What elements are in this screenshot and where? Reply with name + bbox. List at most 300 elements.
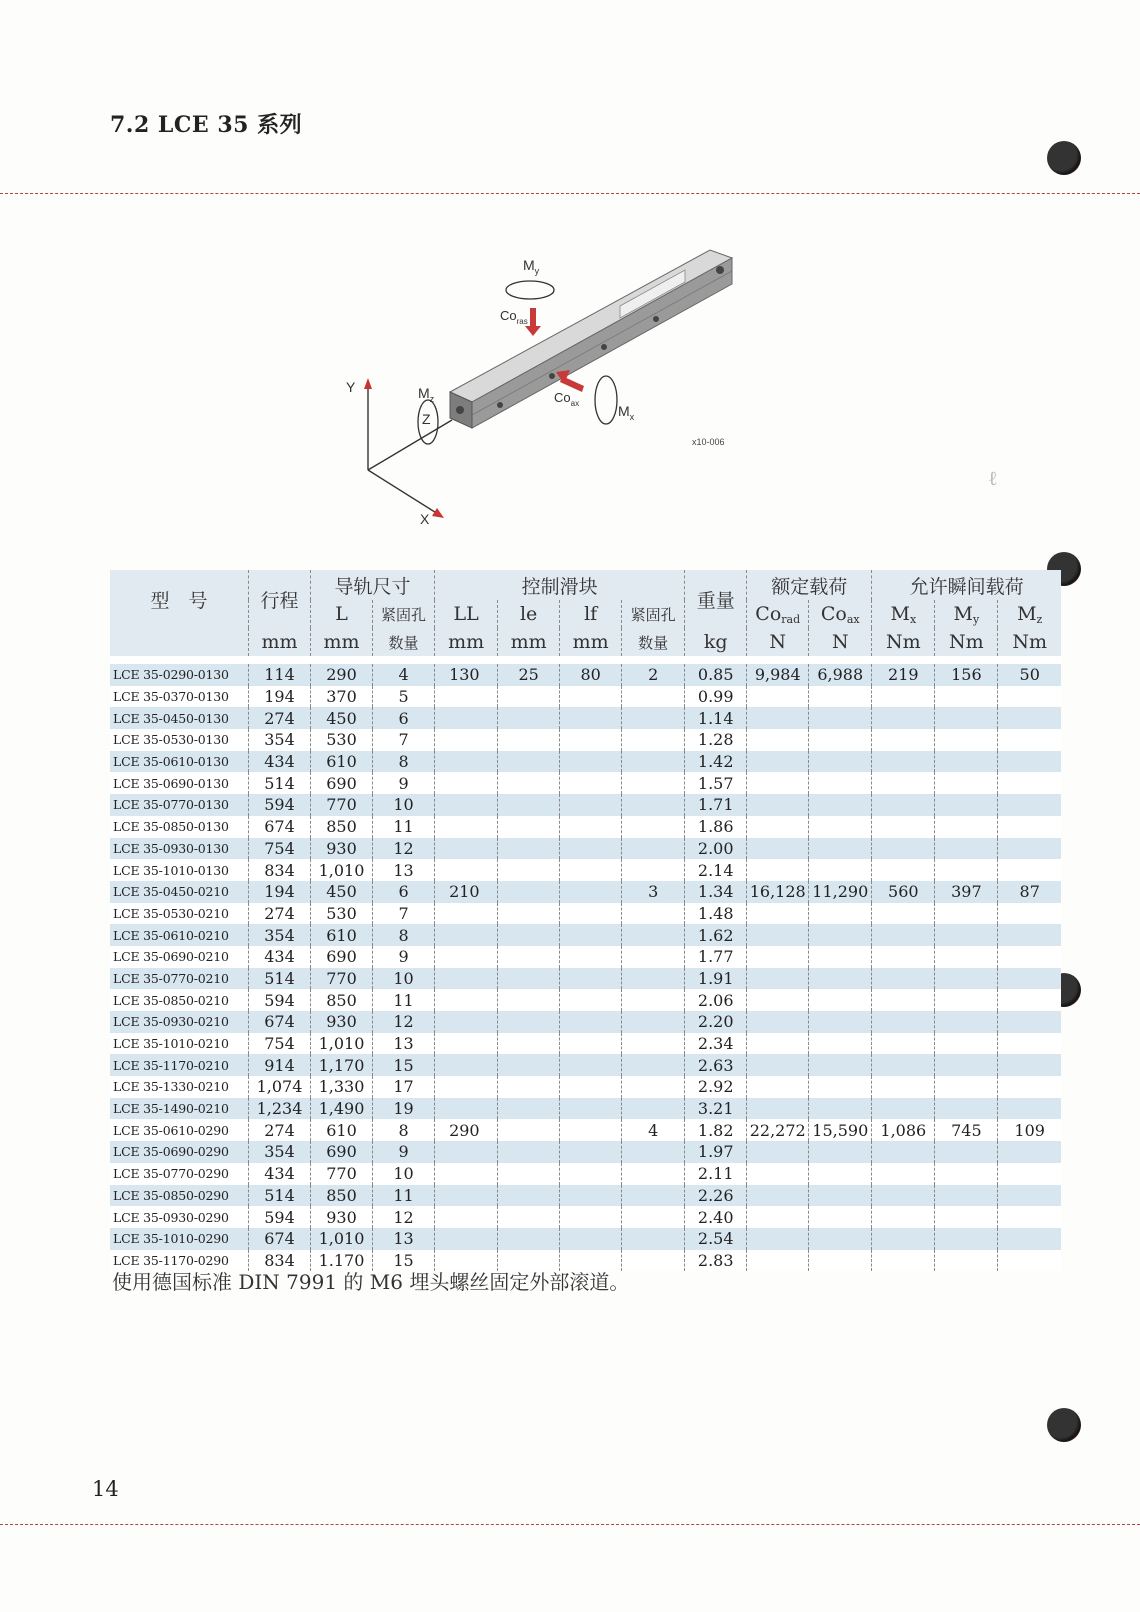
- value-cell: [935, 1033, 998, 1055]
- value-cell: [498, 924, 560, 946]
- value-cell: [435, 1076, 498, 1098]
- value-cell: [872, 816, 935, 838]
- value-cell: [998, 1054, 1061, 1076]
- value-cell: [498, 1098, 560, 1120]
- value-cell: 2.11: [685, 1163, 747, 1185]
- value-cell: [435, 1185, 498, 1207]
- value-cell: [498, 1228, 560, 1250]
- value-cell: [622, 707, 685, 729]
- table-row: [110, 729, 1061, 751]
- model-cell: LCE 35-0610-0130: [110, 751, 249, 773]
- my-rotation-icon: [506, 281, 554, 299]
- value-cell: [560, 989, 622, 1011]
- value-cell: [560, 772, 622, 794]
- value-cell: [622, 946, 685, 968]
- table-row: [110, 1163, 1061, 1185]
- value-cell: [747, 968, 809, 990]
- header-le: le: [498, 600, 560, 628]
- header-my: $M_y$: [935, 600, 998, 628]
- value-cell: [935, 924, 998, 946]
- figure-code: x10-006: [692, 437, 725, 447]
- value-cell: [498, 751, 560, 773]
- axis-lines: [368, 388, 452, 514]
- value-cell: 754: [249, 838, 311, 860]
- value-cell: [560, 1076, 622, 1098]
- value-cell: [809, 816, 872, 838]
- value-cell: [747, 989, 809, 1011]
- value-cell: [872, 903, 935, 925]
- table-row: [110, 968, 1061, 990]
- value-cell: 0.85: [685, 664, 747, 686]
- value-cell: [435, 772, 498, 794]
- value-cell: [435, 1141, 498, 1163]
- table-row: [110, 772, 1061, 794]
- value-cell: 274: [249, 903, 311, 925]
- value-cell: [498, 686, 560, 708]
- value-cell: 9: [373, 1141, 435, 1163]
- value-cell: 2.54: [685, 1228, 747, 1250]
- value-cell: 514: [249, 772, 311, 794]
- header-coax: $Co_{ax}$: [809, 600, 872, 628]
- value-cell: [435, 794, 498, 816]
- unit-my: Nm: [935, 628, 998, 656]
- value-cell: 514: [249, 1185, 311, 1207]
- z-axis-label: Z: [422, 411, 431, 427]
- table-row: [110, 686, 1061, 708]
- model-cell: LCE 35-0290-0130: [110, 664, 249, 686]
- value-cell: [935, 1250, 998, 1272]
- model-cell: LCE 35-0370-0130: [110, 686, 249, 708]
- value-cell: [435, 1163, 498, 1185]
- value-cell: 530: [311, 729, 373, 751]
- value-cell: 834: [249, 859, 311, 881]
- value-cell: 1.62: [685, 924, 747, 946]
- value-cell: 690: [311, 1141, 373, 1163]
- value-cell: 610: [311, 924, 373, 946]
- value-cell: 7: [373, 903, 435, 925]
- value-cell: [747, 946, 809, 968]
- header-slider: 控制滑块: [435, 570, 685, 600]
- table-row: [110, 1011, 1061, 1033]
- value-cell: [435, 686, 498, 708]
- value-cell: [622, 968, 685, 990]
- page-number: 14: [92, 1477, 119, 1501]
- value-cell: 1,010: [311, 1228, 373, 1250]
- value-cell: [935, 707, 998, 729]
- unit-stroke: mm: [249, 628, 311, 656]
- value-cell: [998, 1076, 1061, 1098]
- value-cell: [998, 1011, 1061, 1033]
- value-cell: [622, 772, 685, 794]
- value-cell: [747, 707, 809, 729]
- value-cell: 8: [373, 1119, 435, 1141]
- model-cell: LCE 35-0610-0290: [110, 1119, 249, 1141]
- value-cell: 9: [373, 772, 435, 794]
- value-cell: [998, 1163, 1061, 1185]
- value-cell: [872, 1228, 935, 1250]
- value-cell: 87: [998, 881, 1061, 903]
- value-cell: 1,086: [872, 1119, 935, 1141]
- value-cell: 674: [249, 1011, 311, 1033]
- value-cell: [872, 1163, 935, 1185]
- value-cell: 930: [311, 838, 373, 860]
- value-cell: [998, 794, 1061, 816]
- table-row: [110, 859, 1061, 881]
- model-cell: LCE 35-0770-0130: [110, 794, 249, 816]
- value-cell: [998, 1185, 1061, 1207]
- co-ras-label: $Co_{ras}$: [500, 308, 528, 326]
- value-cell: [747, 751, 809, 773]
- value-cell: [560, 924, 622, 946]
- value-cell: [872, 924, 935, 946]
- value-cell: [809, 1054, 872, 1076]
- value-cell: [935, 1141, 998, 1163]
- value-cell: 2: [622, 664, 685, 686]
- unit-corad: N: [747, 628, 809, 656]
- value-cell: [622, 686, 685, 708]
- value-cell: [435, 924, 498, 946]
- value-cell: [872, 989, 935, 1011]
- table-row: [110, 838, 1061, 860]
- co-ax-label: $Co_{ax}$: [554, 390, 580, 408]
- value-cell: [747, 1185, 809, 1207]
- value-cell: 834: [249, 1250, 311, 1272]
- value-cell: 690: [311, 946, 373, 968]
- value-cell: [998, 968, 1061, 990]
- value-cell: [622, 903, 685, 925]
- value-cell: [935, 1228, 998, 1250]
- value-cell: 7: [373, 729, 435, 751]
- value-cell: [872, 1250, 935, 1272]
- value-cell: [809, 989, 872, 1011]
- value-cell: [435, 838, 498, 860]
- value-cell: [809, 794, 872, 816]
- value-cell: [809, 1141, 872, 1163]
- value-cell: 434: [249, 946, 311, 968]
- value-cell: [809, 968, 872, 990]
- value-cell: [498, 946, 560, 968]
- model-cell: LCE 35-0450-0210: [110, 881, 249, 903]
- value-cell: [935, 1163, 998, 1185]
- model-cell: LCE 35-0690-0130: [110, 772, 249, 794]
- table-row: [110, 1119, 1061, 1141]
- model-cell: LCE 35-1490-0210: [110, 1098, 249, 1120]
- value-cell: 434: [249, 1163, 311, 1185]
- model-cell: LCE 35-1330-0210: [110, 1076, 249, 1098]
- value-cell: [435, 946, 498, 968]
- unit-mz: Nm: [998, 628, 1061, 656]
- table-row: [110, 1054, 1061, 1076]
- value-cell: 530: [311, 903, 373, 925]
- value-cell: 19: [373, 1098, 435, 1120]
- value-cell: 370: [311, 686, 373, 708]
- value-cell: 1.34: [685, 881, 747, 903]
- value-cell: 1.48: [685, 903, 747, 925]
- value-cell: [622, 1228, 685, 1250]
- value-cell: [998, 859, 1061, 881]
- header-weight: 重量: [685, 570, 747, 628]
- value-cell: [998, 816, 1061, 838]
- value-cell: [872, 686, 935, 708]
- value-cell: 9,984: [747, 664, 809, 686]
- value-cell: 11,290: [809, 881, 872, 903]
- value-cell: 11: [373, 1185, 435, 1207]
- value-cell: [747, 729, 809, 751]
- value-cell: 3: [622, 881, 685, 903]
- header-divider: [0, 193, 1140, 194]
- value-cell: 514: [249, 968, 311, 990]
- value-cell: 16,128: [747, 881, 809, 903]
- value-cell: [747, 1163, 809, 1185]
- value-cell: 2.63: [685, 1054, 747, 1076]
- value-cell: [435, 968, 498, 990]
- value-cell: 1,234: [249, 1098, 311, 1120]
- value-cell: [747, 838, 809, 860]
- header-rail-holes: 紧固孔: [373, 600, 435, 628]
- value-cell: 930: [311, 1011, 373, 1033]
- model-cell: LCE 35-1010-0130: [110, 859, 249, 881]
- value-cell: [498, 903, 560, 925]
- value-cell: [809, 859, 872, 881]
- value-cell: [622, 816, 685, 838]
- value-cell: [498, 816, 560, 838]
- value-cell: 850: [311, 1185, 373, 1207]
- value-cell: [498, 1033, 560, 1055]
- value-cell: 22,272: [747, 1119, 809, 1141]
- value-cell: 674: [249, 1228, 311, 1250]
- value-cell: 0.99: [685, 686, 747, 708]
- value-cell: 2.40: [685, 1206, 747, 1228]
- model-cell: LCE 35-0610-0210: [110, 924, 249, 946]
- value-cell: [935, 1076, 998, 1098]
- model-cell: LCE 35-0690-0290: [110, 1141, 249, 1163]
- value-cell: 1.170: [311, 1250, 373, 1272]
- value-cell: 690: [311, 772, 373, 794]
- value-cell: 1,170: [311, 1054, 373, 1076]
- value-cell: [747, 924, 809, 946]
- value-cell: [935, 1185, 998, 1207]
- table-row: [110, 881, 1061, 903]
- model-cell: LCE 35-1170-0210: [110, 1054, 249, 1076]
- value-cell: 25: [498, 664, 560, 686]
- binder-hole-4: [1047, 1408, 1081, 1442]
- header-model: 型 号: [110, 570, 249, 628]
- value-cell: [435, 1011, 498, 1033]
- value-cell: 450: [311, 707, 373, 729]
- value-cell: [872, 1054, 935, 1076]
- value-cell: [809, 707, 872, 729]
- value-cell: [622, 1141, 685, 1163]
- value-cell: 594: [249, 794, 311, 816]
- value-cell: 274: [249, 707, 311, 729]
- value-cell: [935, 1098, 998, 1120]
- value-cell: [998, 989, 1061, 1011]
- value-cell: [560, 1033, 622, 1055]
- value-cell: [872, 946, 935, 968]
- value-cell: [998, 924, 1061, 946]
- value-cell: [435, 1098, 498, 1120]
- value-cell: [809, 1228, 872, 1250]
- value-cell: [622, 1250, 685, 1272]
- value-cell: 434: [249, 751, 311, 773]
- value-cell: 1,330: [311, 1076, 373, 1098]
- value-cell: 11: [373, 989, 435, 1011]
- value-cell: [809, 903, 872, 925]
- value-cell: [747, 816, 809, 838]
- value-cell: [872, 751, 935, 773]
- value-cell: [498, 838, 560, 860]
- value-cell: [872, 1033, 935, 1055]
- value-cell: [998, 686, 1061, 708]
- value-cell: [622, 751, 685, 773]
- value-cell: 610: [311, 1119, 373, 1141]
- value-cell: [560, 1185, 622, 1207]
- value-cell: [747, 1011, 809, 1033]
- value-cell: 2.06: [685, 989, 747, 1011]
- value-cell: 15,590: [809, 1119, 872, 1141]
- value-cell: [998, 903, 1061, 925]
- value-cell: [435, 1054, 498, 1076]
- value-cell: [935, 838, 998, 860]
- section-title: 7.2 LCE 35 系列: [110, 112, 303, 138]
- value-cell: 354: [249, 1141, 311, 1163]
- value-cell: 770: [311, 968, 373, 990]
- value-cell: 15: [373, 1054, 435, 1076]
- value-cell: [622, 1076, 685, 1098]
- header-mx: $M_x$: [872, 600, 935, 628]
- value-cell: [560, 751, 622, 773]
- value-cell: [872, 729, 935, 751]
- value-cell: 594: [249, 1206, 311, 1228]
- value-cell: [809, 1076, 872, 1098]
- value-cell: [435, 859, 498, 881]
- value-cell: [809, 686, 872, 708]
- binder-hole-1: [1047, 141, 1081, 175]
- value-cell: 5: [373, 686, 435, 708]
- value-cell: [498, 1011, 560, 1033]
- value-cell: [498, 881, 560, 903]
- value-cell: 2.83: [685, 1250, 747, 1272]
- value-cell: 194: [249, 881, 311, 903]
- value-cell: [809, 924, 872, 946]
- model-cell: LCE 35-0850-0130: [110, 816, 249, 838]
- value-cell: 9: [373, 946, 435, 968]
- value-cell: [498, 707, 560, 729]
- value-cell: [560, 968, 622, 990]
- value-cell: [935, 729, 998, 751]
- value-cell: [498, 1206, 560, 1228]
- rail-load-diagram: [340, 242, 760, 532]
- value-cell: [622, 838, 685, 860]
- value-cell: 210: [435, 881, 498, 903]
- value-cell: [498, 772, 560, 794]
- value-cell: 930: [311, 1206, 373, 1228]
- value-cell: 354: [249, 729, 311, 751]
- value-cell: [435, 1228, 498, 1250]
- value-cell: [560, 1054, 622, 1076]
- value-cell: [998, 1250, 1061, 1272]
- value-cell: 1.77: [685, 946, 747, 968]
- value-cell: [935, 1011, 998, 1033]
- value-cell: [809, 838, 872, 860]
- header-LL: LL: [435, 600, 498, 628]
- value-cell: 1,010: [311, 1033, 373, 1055]
- value-cell: 594: [249, 989, 311, 1011]
- value-cell: [872, 859, 935, 881]
- value-cell: 10: [373, 1163, 435, 1185]
- table-row: [110, 816, 1061, 838]
- table-row: [110, 946, 1061, 968]
- value-cell: [998, 751, 1061, 773]
- value-cell: 1.14: [685, 707, 747, 729]
- value-cell: 770: [311, 794, 373, 816]
- value-cell: [935, 686, 998, 708]
- value-cell: [622, 859, 685, 881]
- value-cell: [560, 1206, 622, 1228]
- model-cell: LCE 35-1010-0290: [110, 1228, 249, 1250]
- model-cell: LCE 35-0770-0290: [110, 1163, 249, 1185]
- value-cell: [498, 1163, 560, 1185]
- value-cell: [560, 1228, 622, 1250]
- value-cell: 156: [935, 664, 998, 686]
- value-cell: [872, 838, 935, 860]
- value-cell: [560, 946, 622, 968]
- value-cell: [498, 1076, 560, 1098]
- value-cell: [809, 1250, 872, 1272]
- model-cell: LCE 35-1170-0290: [110, 1250, 249, 1272]
- table-row: [110, 664, 1061, 686]
- unit-mx: Nm: [872, 628, 935, 656]
- model-cell: LCE 35-0690-0210: [110, 946, 249, 968]
- value-cell: [622, 794, 685, 816]
- value-cell: 560: [872, 881, 935, 903]
- value-cell: 1.86: [685, 816, 747, 838]
- value-cell: 754: [249, 1033, 311, 1055]
- value-cell: [435, 707, 498, 729]
- value-cell: 914: [249, 1054, 311, 1076]
- value-cell: 12: [373, 838, 435, 860]
- value-cell: [998, 729, 1061, 751]
- value-cell: 850: [311, 816, 373, 838]
- header-rail-size: 导轨尺寸: [311, 570, 435, 600]
- y-axis-arrow-icon: [364, 378, 372, 389]
- unit-LL: mm: [435, 628, 498, 656]
- value-cell: [435, 816, 498, 838]
- value-cell: [560, 1163, 622, 1185]
- value-cell: 6: [373, 881, 435, 903]
- value-cell: 109: [998, 1119, 1061, 1141]
- model-cell: LCE 35-0530-0210: [110, 903, 249, 925]
- value-cell: [809, 1206, 872, 1228]
- value-cell: 1.42: [685, 751, 747, 773]
- header-lf: lf: [560, 600, 622, 628]
- value-cell: [998, 707, 1061, 729]
- value-cell: 274: [249, 1119, 311, 1141]
- unit-le: mm: [498, 628, 560, 656]
- value-cell: [935, 794, 998, 816]
- value-cell: [935, 903, 998, 925]
- value-cell: [809, 946, 872, 968]
- value-cell: [935, 989, 998, 1011]
- value-cell: [622, 1033, 685, 1055]
- value-cell: [498, 1185, 560, 1207]
- value-cell: [747, 1206, 809, 1228]
- value-cell: 2.00: [685, 838, 747, 860]
- value-cell: 15: [373, 1250, 435, 1272]
- value-cell: [998, 772, 1061, 794]
- value-cell: 290: [435, 1119, 498, 1141]
- value-cell: 2.14: [685, 859, 747, 881]
